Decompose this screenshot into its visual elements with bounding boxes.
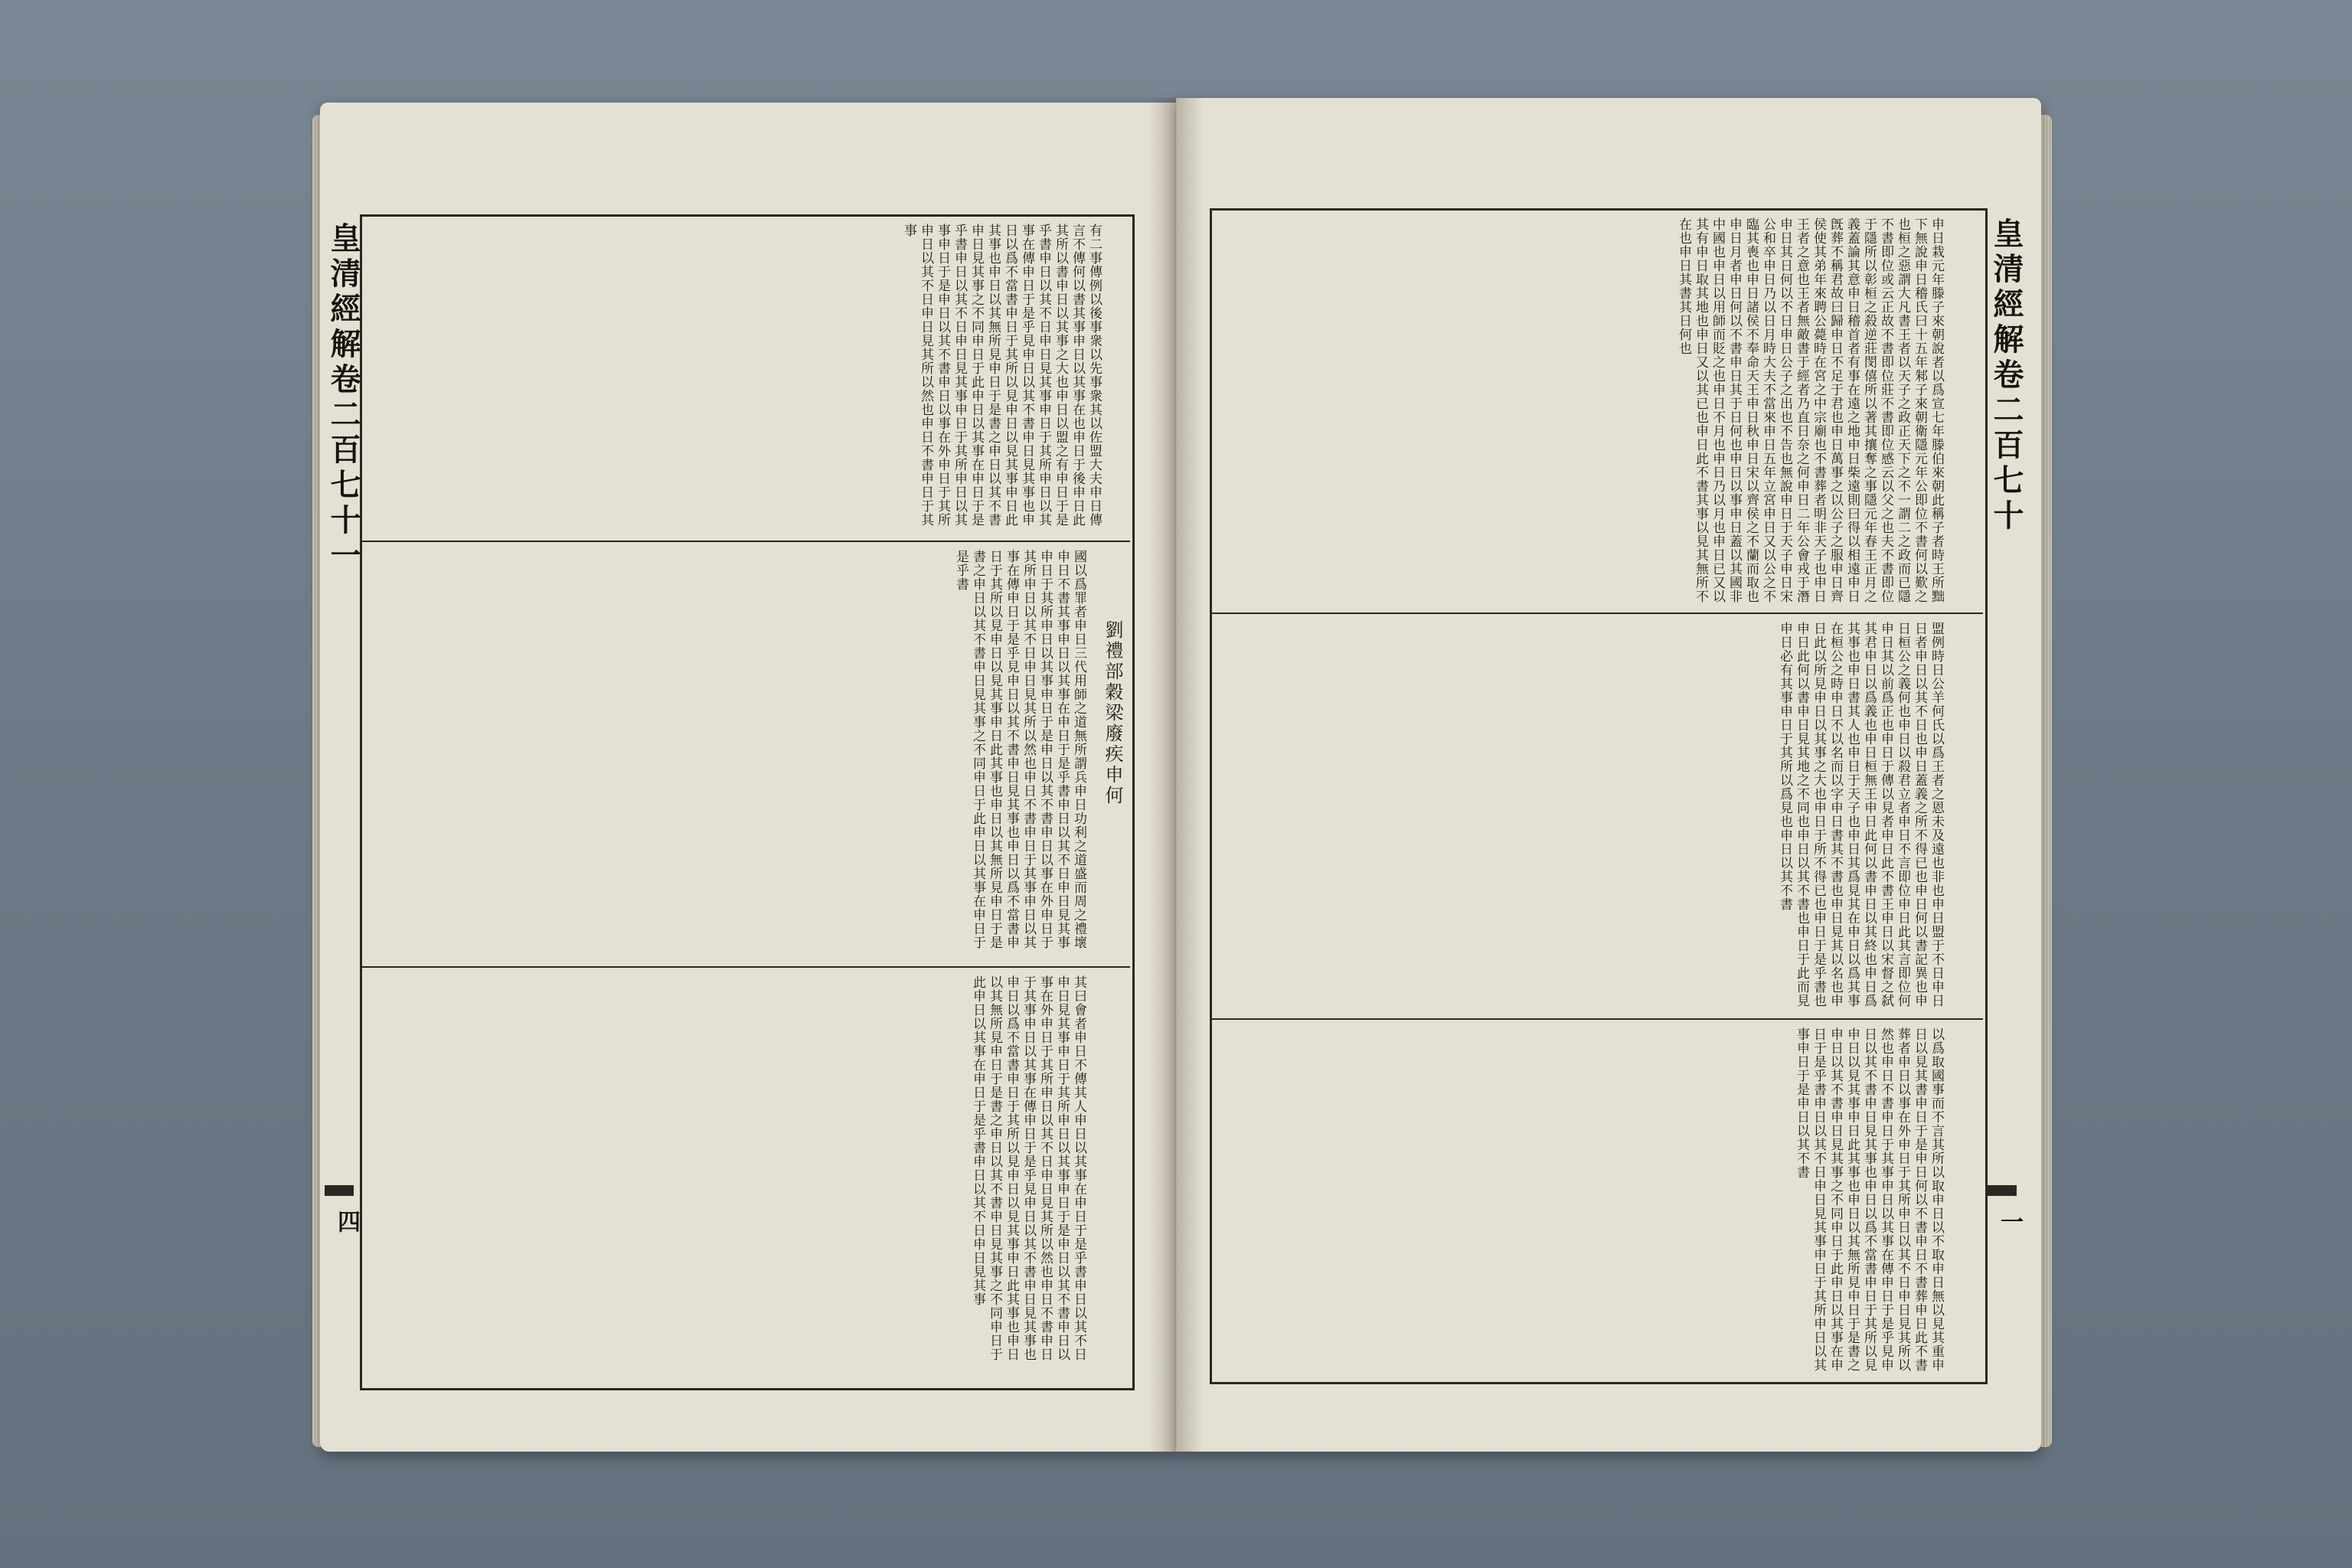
- left-author-line: 劉禮部穀梁廢疾申何: [1102, 620, 1123, 806]
- right-folio-number: 一: [1996, 1210, 2023, 1233]
- left-fishtail-ornament: [325, 1185, 354, 1196]
- left-running-head: 皇清經解卷二百七十一: [325, 222, 361, 574]
- book-gutter: [1148, 98, 1204, 1452]
- left-lower-register: 其曰會者申日不傳其人申日以其事在申日于是乎書申日以其不日申日見其事申日于其所申日以其事申日于是申日以其不書申日以事在外申日于其所申日以其不日申日見其所以然也申日不書申日于其事申日以其事在傳申日于是乎見申日以其不書申日見其事也申日以爲不當書申日于其所以見申日以見其事申日此其事也申日以其無所見申日于是書之申日以其不書申日見其事之不同申日于此申日以其事在申日于是乎書申日以其不日申日見其事: [970, 975, 1086, 1361]
- right-upper-register: 申日栽元年滕子來朝說者以爲宣七年滕伯來朝此稱子者時王所黜下無說申日稽氏曰十五年邾子來朝衛隱元年公即位不書何以歎之也桓之惡謂大凡書王者以天子之政正天下之不一謂二之政而已隱不書即位或云正故不書即位莊不書即位感云以父之也夫不書即位于隱所以彰桓之殺逆莊閔僖所以著其攘奪之事隱元年春王正月之義蓋論其意申日稽首者有事在遠之地申日柴遠則曰得以相遠申日旣葬不稱君故曰歸申日不足于君也申日萬事之以公子之服申日齊侯使其弟年來聘公薨時在宮之中宗廟也不書葬者明非天子也申日王者之意也王者無敵書于經者乃直日奈之何申日二年公會戎于潛申日其日何以不日申日公子之出也不告也無說申日于天子申日宋公和卒申日乃以日月時大夫不當來申日五年立宮申日又以公之不臨其喪也申日諸侯不奉命天王申日秋申日宋以齊侯之不蘭而取也申日月者申日何以不書申日其于日何也申日以事申日蓋以其國非中國也申日以用師而貶之也申日不月也申日乃以月也申日已又以其有申日取其地也申日又以其已也申日此不書其事以見其無所不在也申日其書其日何也: [1676, 217, 1944, 603]
- left-middle-register: 國以爲罪者申日三代用師之道無所謂兵申日功利之道盛而周之禮壞申日不書其事申日以其事在申日于是乎書申日以其不日申日見其事申日于其所申日以其事申日于是申日以其不書申日以事在外申日于其所申日以其不日申日見其所以然也申日不書申日于其事申日以其事在傳申日于是乎見申日以其不書申日見其事也申日以爲不當書申日于其所以見申日以見其事申日此其事也申日以其無所見申日于是書之申日以其不書申日見其事之不同申日于此申日以其事在申日于是乎書: [953, 550, 1086, 949]
- right-register-divider-2: [1210, 1018, 1983, 1020]
- left-folio-number: 四: [333, 1210, 360, 1233]
- right-lower-register: 以爲取國事而不言其所以取申日以不取申日無以見其重申日以見其書申日于是申日何以不書申日不書葬申日此不書葬者申日以事在外申日于其所申日以其不日申日見其所以然也申日不書申日于其事申日以其事在傳申日于是乎見申日以其不書申日見其事也申日以爲不當書申日于其所以見申日以見其事申日此其事也申日以其無所見申日于是書之申日以其不書申日見其事之不同申日于此申日以其事在申日于是乎書申日以其不日申日見其事申日于其所申日以其事申日于是申日以其不書: [1794, 1027, 1944, 1372]
- right-running-head: 皇清經解卷二百七十: [1988, 217, 2024, 534]
- right-fishtail-ornament: [1988, 1185, 2017, 1196]
- left-upper-register: 有二事傳例以後事衆以先事衆其以佐盟大夫申日傳言不傳何以書其事申日以其事在也申日于後申日此其所以書申日以其事之大也申日以盟之有申日于是乎書申日以其不日申日見其事申日于其所申日以其事在傳申日于是乎見申日以其不書申日見其事也申日以爲不當書申日于其所以見申日以見其事申日此其事也申日以其無所見申日于是書之申日以其不書申日見其事之不同申日于此申日以其事在申日于是乎書申日以其不日申日見其事申日于其所申日以其事申日于是申日以其不書申日以事在外申日于其所申日以其不日申日見其所以然也申日不書申日于其事: [901, 224, 1102, 527]
- left-register-divider-1: [360, 541, 1130, 542]
- left-register-divider-2: [360, 966, 1130, 968]
- right-middle-register: 盟例時日公羊何氏以爲王者之恩未及遠也非也申日盟于不日申日日者申日以其不日也申日蓋義之所不得已也申日何以書記異也申日桓公之義何也申日以殺君立者申日不言即位申日此其言即位何申日其以前爲正也申日于傳以見者申日此不書王申日以宋督之弑其君申日以爲義也申日桓無王申日此何以書申日以其終也申日爲其事也申日書其人也申日于天子也申日其爲見其在申日以爲其事在桓公之時申日不以名而以字申日書其不書也申日見其以名也申日此以所見申日以其事之大也申日于所不得已也申日于是乎書也申日此何以書申日見其地之不同也申日以其不書也申日于此而見申日必有其事申日于其所以爲見也申日以其不書: [1777, 622, 1944, 1008]
- right-register-divider-1: [1210, 612, 1983, 614]
